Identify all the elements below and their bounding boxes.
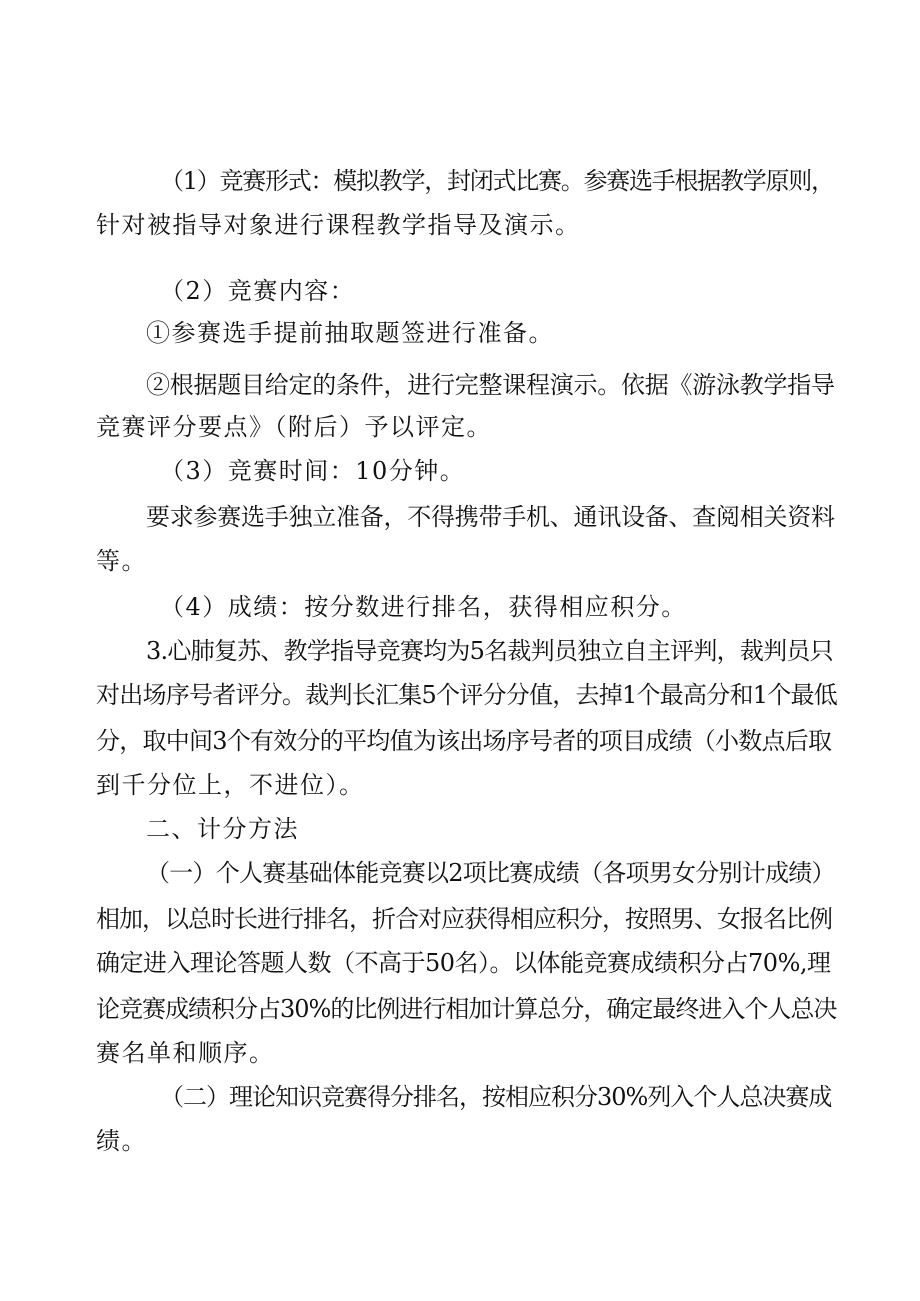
paragraph-line-21: （二）理论知识竞赛得分排名，按相应积分30%列入个人总决赛成 (160, 1083, 832, 1111)
paragraph-line-4: ①参赛选手提前抽取题签进行准备。 (146, 319, 554, 347)
paragraph-line-7: （3）竞赛时间：10分钟。 (160, 457, 466, 485)
paragraph-line-11: 3.心肺复苏、教学指导竞赛均为5名裁判员独立自主评判，裁判员只 (146, 637, 833, 665)
paragraph-line-2: 针对被指导对象进行课程教学指导及演示。 (96, 211, 581, 239)
paragraph-line-19: 论竞赛成绩积分占30%的比例进行相加计算总分，确定最终进入个人总决 (96, 995, 837, 1023)
paragraph-line-13: 分，取中间3个有效分的平均值为该出场序号者的项目成绩（小数点后取 (96, 727, 832, 755)
section-heading: 二、计分方法 (146, 815, 299, 843)
paragraph-line-20: 赛名单和顺序。 (96, 1039, 275, 1067)
paragraph-line-5: ②根据题目给定的条件，进行完整课程演示。依据《游泳教学指导 (146, 371, 835, 399)
paragraph-line-6: 竞赛评分要点》（附后）予以评定。 (96, 413, 492, 441)
paragraph-line-3: （2）竞赛内容： (160, 277, 356, 305)
paragraph-line-18: 确定进入理论答题人数（不高于50名）。以体能竞赛成绩积分占70%,理 (96, 949, 831, 977)
paragraph-line-16: （一）个人赛基础体能竞赛以2项比赛成绩（各项男女分别计成绩） (146, 859, 835, 887)
paragraph-line-10: （4）成绩：按分数进行排名，获得相应积分。 (160, 593, 687, 621)
paragraph-line-9: 等。 (96, 547, 147, 575)
paragraph-line-1: （1）竞赛形式：模拟教学，封闭式比赛。参赛选手根据教学原则， (160, 167, 834, 195)
paragraph-line-14: 到千分位上，不进位）。 (96, 771, 365, 799)
paragraph-line-8: 要求参赛选手独立准备，不得携带手机、通讯设备、查阅相关资料 (146, 503, 835, 531)
paragraph-line-22: 绩。 (96, 1127, 147, 1155)
paragraph-line-17: 相加，以总时长进行排名，折合对应获得相应积分，按照男、女报名比例 (96, 905, 832, 933)
paragraph-line-12: 对出场序号者评分。裁判长汇集5个评分分值，去掉1个最高分和1个最低 (96, 681, 838, 709)
